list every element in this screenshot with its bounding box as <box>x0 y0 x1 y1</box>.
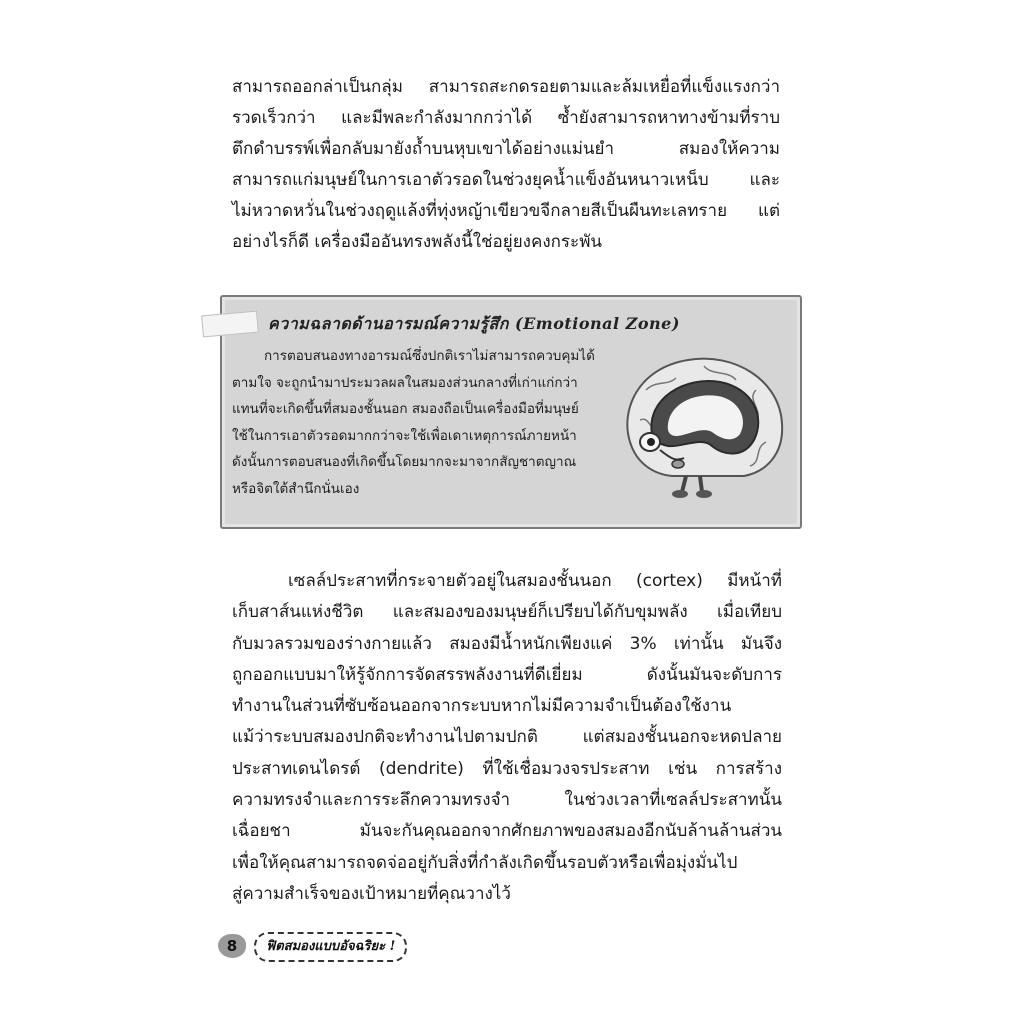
page-footer <box>214 930 424 964</box>
paragraph-line: ทำงานในส่วนที่ซับซ้อนออกจากระบบหากไม่มีความจำเป็นต้องใช้งาน <box>232 696 732 717</box>
box-line: แทนที่จะเกิดขึ้นที่สมองชั้นนอก สมองถือเป็นเครื่องมือที่มนุษย์ <box>232 401 579 417</box>
box-body-text <box>232 343 616 502</box>
body-paragraph-1 <box>232 72 780 258</box>
box-line: หรือจิตใต้สำนึกนั่นเอง <box>232 480 360 497</box>
paragraph-line: กับมวลรวมของร่างกายแล้ว สมองมีน้ำหนักเพียงแค่ 3% เท่านั้น มันจึง <box>232 633 782 654</box>
paragraph-line: ถูกออกแบบมาให้รู้จักการจัดสรรพลังงานที่ดีเยี่ยม ดังนั้นมันจะดับการ <box>232 664 782 685</box>
paragraph-line: ความทรงจำและการระลึกความทรงจำ ในช่วงเวลาที่เซลล์ประสาทนั้น <box>232 790 782 811</box>
body-paragraph-2 <box>232 566 782 910</box>
paragraph-line: สู่ความสำเร็จของเป้าหมายที่คุณวางไว้ <box>232 883 511 904</box>
box-line: การตอบสนองทางอารมณ์ซึ่งปกติเราไม่สามารถควบคุมได้ <box>264 348 595 364</box>
paragraph-line: เก็บสาส์นแห่งชีวิต และสมองของมนุษย์ก็เปรียบได้กับขุมพลัง เมื่อเทียบ <box>232 602 782 623</box>
page-number: 8 <box>218 934 246 958</box>
paragraph-line: ประสาทเดนไดรต์ (dendrite) ที่ใช้เชื่อมวงจรประสาท เช่น การสร้าง <box>232 758 782 779</box>
brain-illustration <box>616 350 790 500</box>
box-line: ดังนั้นการตอบสนองที่เกิดขึ้นโดยมากจะมาจากสัญชาตญาณ <box>232 454 577 470</box>
paragraph-line: เพื่อให้คุณสามารถจดจ่ออยู่กับสิ่งที่กำลังเกิดขึ้นรอบตัวหรือเพื่อมุ่งมั่นไป <box>232 852 738 873</box>
paragraph-line: ตึกดำบรรพ์เพื่อกลับมายังถ้ำบนหุบเขาได้อย่างแม่นยำ สมองให้ความ <box>232 139 780 159</box>
box-line: ใช้ในการเอาตัวรอดมากกว่าจะใช้เพื่อเดาเหตุการณ์ภายหน้า <box>232 427 577 444</box>
paragraph-line: เซลล์ประสาทที่กระจายตัวอยู่ในสมองชั้นนอก (cortex) มีหน้าที่ <box>288 571 782 591</box>
box-line: ตามใจ จะถูกนำมาประมวลผลในสมองส่วนกลางที่เก่าแก่กว่า <box>232 374 578 391</box>
paragraph-line: สามารถออกล่าเป็นกลุ่ม สามารถสะกดรอยตามและล้มเหยื่อที่แข็งแรงกว่า <box>232 77 780 97</box>
paragraph-line: แม้ว่าระบบสมองปกติจะทำงานไปตามปกติ แต่สมองชั้นนอกจะหดปลาย <box>232 727 782 748</box>
box-title: ความฉลาดด้านอารมณ์ความรู้สึก (Emotional Zone) <box>268 314 680 333</box>
paragraph-line: รวดเร็วกว่า และมีพละกำลังมากกว่าได้ ซ้ำยังสามารถหาทางข้ามที่ราบ <box>232 108 780 128</box>
paragraph-line: สามารถแก่มนุษย์ในการเอาตัวรอดในช่วงยุคน้ำแข็งอันหนาวเหน็บ และ <box>232 170 780 190</box>
book-title-label: ฟิตสมองแบบอัจฉริยะ ! <box>254 932 407 962</box>
paragraph-line: ไม่หวาดหวั่นในช่วงฤดูแล้งที่ทุ่งหญ้าเขียวขจีกลายสีเป็นผืนทะเลทราย แต่ <box>232 201 780 221</box>
paragraph-line: เฉื่อยชา มันจะกันคุณออกจากศักยภาพของสมองอีกนับล้านล้านส่วน <box>232 821 782 842</box>
paragraph-line: อย่างไรก็ดี เครื่องมืออันทรงพลังนี้ใช่อยู่ยงคงกระพัน <box>232 232 603 252</box>
